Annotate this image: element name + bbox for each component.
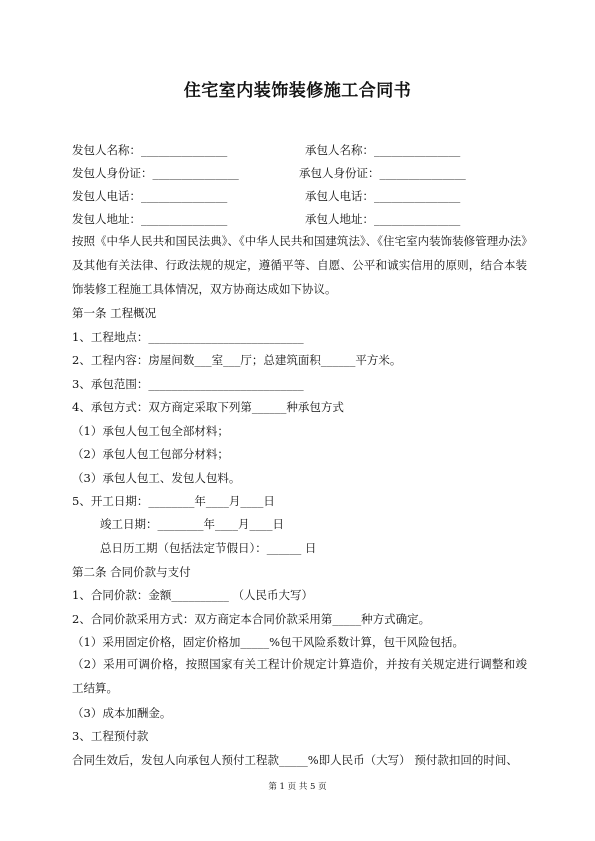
contract-price-line: 1、合同价款：金额__________ （人民币大写） bbox=[72, 588, 313, 602]
method-option-1: （1）承包人包工包全部材料； bbox=[72, 424, 229, 438]
project-content-line: 2、工程内容：房屋间数___室___厅；总建筑面积______平方米。 bbox=[72, 353, 402, 367]
completion-date-line: 竣工日期：________年____月____日 bbox=[100, 517, 284, 531]
contractor-id-field: 承包人身份证：_______________ bbox=[299, 166, 466, 180]
employer-name-field: 发包人名称：_______________ bbox=[72, 143, 228, 157]
contractor-phone-field: 承包人电话：_______________ bbox=[305, 189, 461, 203]
contract-scope-line: 3、承包范围：___________________________ bbox=[72, 377, 304, 391]
adjustable-price-option: （2）采用可调价格，按照国家有关工程计价规定计算造价，并按有关规定进行调整和竣工结算。 bbox=[72, 657, 527, 695]
contractor-name-field: 承包人名称：_______________ bbox=[305, 143, 461, 157]
project-location-line: 1、工程地点：___________________________ bbox=[72, 330, 304, 344]
document-title: 住宅室内装饰装修施工合同书 bbox=[183, 81, 412, 101]
employer-address-field: 发包人地址：_______________ bbox=[72, 212, 228, 226]
total-duration-line: 总日历工期（包括法定节假日）：______ 日 bbox=[100, 541, 317, 555]
article-2-heading: 第二条 合同价款与支付 bbox=[72, 565, 191, 579]
employer-id-field: 发包人身份证：_______________ bbox=[72, 166, 239, 180]
method-option-2: （2）承包人包工包部分材料； bbox=[72, 447, 229, 461]
advance-payment-line: 合同生效后，发包人向承包人预付工程款_____%即人民币（大写） 预付款扣回的时间、 bbox=[72, 753, 518, 767]
advance-payment-heading: 3、工程预付款 bbox=[72, 729, 149, 743]
contract-method-line: 4、承包方式：双方商定采取下列第______种承包方式 bbox=[72, 400, 344, 414]
fixed-price-option: （1）采用固定价格，固定价格加_____%包干风险系数计算，包干风险包括。 bbox=[72, 635, 464, 649]
employer-phone-field: 发包人电话：_______________ bbox=[72, 189, 228, 203]
contractor-address-field: 承包人地址：_______________ bbox=[305, 212, 461, 226]
start-date-line: 5、开工日期：________年____月____日 bbox=[72, 494, 275, 508]
page-number-footer: 第 1 页 共 5 页 bbox=[268, 782, 327, 792]
price-method-line: 2、合同价款采用方式：双方商定本合同价款采用第_____种方式确定。 bbox=[72, 612, 431, 626]
article-1-heading: 第一条 工程概况 bbox=[72, 306, 157, 320]
preamble-paragraph: 按照《中华人民共和国民法典》、《中华人民共和国建筑法》、《住宅室内装饰装修管理办法》及其他有关法律、行政法规的规定，遵循平等、自愿、公平和诚实信用的原则，结合本装饰装修工程施工具体情况，双方协商达成如下协议。 bbox=[72, 234, 527, 296]
method-option-3: （3）承包人包工、发包人包料。 bbox=[72, 471, 241, 485]
cost-plus-option: （3）成本加酬金。 bbox=[72, 706, 172, 720]
